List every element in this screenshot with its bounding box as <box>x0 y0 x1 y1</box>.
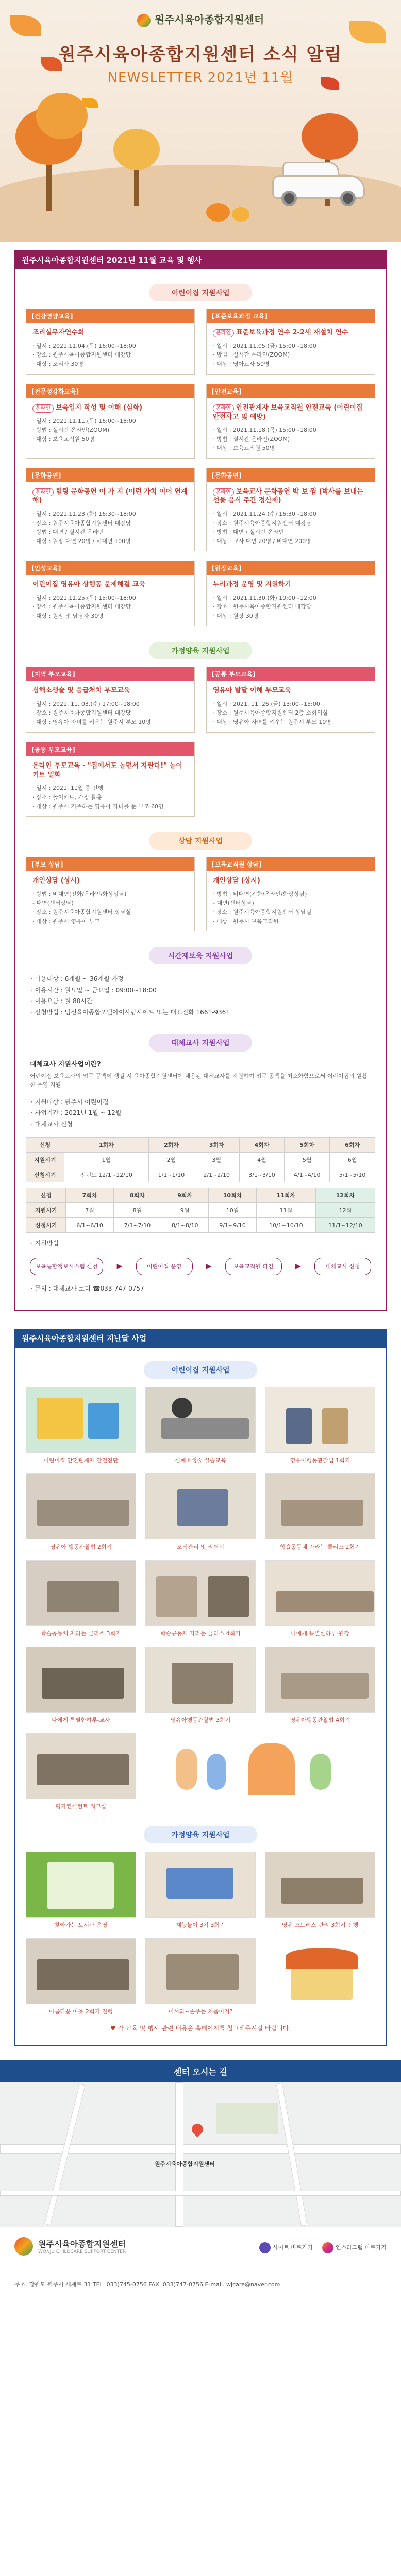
table-cell: 3회차 <box>194 1138 239 1153</box>
card-title: 조리실무자연수회 <box>32 329 85 336</box>
card-header: [건강영양교육] <box>26 309 194 323</box>
card-line: · 일시 : 2021.11.30.(화) 10:00~12:00 <box>213 594 316 601</box>
daycare-cards <box>26 309 375 626</box>
photo-item[interactable] <box>265 1560 375 1637</box>
photo-item[interactable] <box>26 1852 136 1929</box>
table-cell: 3월 <box>194 1153 239 1167</box>
site-link-label: 사이트 바로가기 <box>272 2244 313 2251</box>
family-cards <box>26 667 375 817</box>
event-card[interactable] <box>26 468 195 551</box>
card-line: · 대상 : 영유아 자녀를 키우는 원주시 부모 10명 <box>32 719 151 726</box>
category-timecare: 시간제보육 지원사업 <box>149 947 252 964</box>
card-title: 보육일지 작성 및 이해 (심화) <box>55 404 143 412</box>
card-title: 개인상담 (상시) <box>213 877 260 885</box>
card-header: [부모 상담] <box>26 857 194 871</box>
table-cell: 5회차 <box>285 1138 330 1153</box>
table-cell: 2월 <box>149 1153 194 1167</box>
photo-caption: 아름다운 이웃 2회기 진행 <box>49 2008 113 2015</box>
event-card[interactable] <box>206 857 375 931</box>
photo-item[interactable] <box>26 1473 136 1551</box>
info-line: · 사업기간 : 2021년 1월 ~ 12월 <box>31 1109 122 1117</box>
photo-image <box>265 1387 375 1453</box>
card-line: · 장소 : 원주시육아종합지원센터 상담실 <box>213 908 312 916</box>
photo-image <box>145 1560 256 1626</box>
site-link[interactable] <box>259 2242 313 2253</box>
card-line: · 대상 : 원주시 영유아 부모 <box>32 918 100 925</box>
photo-caption: 영유아행동관찰법 4회기 <box>290 1716 350 1723</box>
category-family-past: 가정양육 지원사업 <box>144 1826 257 1843</box>
card-title: 영유아 발달 이해 부모교육 <box>213 687 291 695</box>
card-line: · 일시 : 2021.11.04.(목) 16:00~18:00 <box>32 342 136 349</box>
tree-decoration <box>302 113 358 160</box>
table-cell: 10/1~10/10 <box>256 1218 315 1233</box>
table-cell: 3/1~3/10 <box>239 1167 285 1182</box>
hero-header <box>0 0 401 242</box>
photo-item[interactable] <box>26 1938 136 2015</box>
table-cell: 12회차 <box>315 1188 375 1203</box>
counsel-cards <box>26 857 375 931</box>
illustration-image <box>145 1733 375 1799</box>
photo-image <box>26 1387 136 1453</box>
card-line: · 일시 : 2021.11.23.(화) 16:30~18:00 <box>32 510 136 517</box>
event-card[interactable] <box>26 561 195 626</box>
card-line: · 방법 : 실시간 온라인(ZOOM) <box>32 427 110 434</box>
family-photo-grid <box>26 1852 375 2015</box>
card-title: 온라인 부모교육 - "집에서도 놀면서 자란다!" 놀이키트 일화 <box>32 762 182 779</box>
road <box>44 2083 85 2225</box>
card-line: · 장소 : 원주시육아종합지원센터 대강당 <box>32 603 131 611</box>
arrow-right-icon: ▶ <box>206 1262 212 1271</box>
photo-caption: 나에게 특별한하루-교사 <box>52 1716 110 1723</box>
card-title: 개인상담 (상시) <box>32 877 80 885</box>
photo-caption: 나에게 특별한하루-원장 <box>291 1630 349 1637</box>
photo-caption: 영유 스토레스 관리 3회기 진행 <box>281 1921 359 1928</box>
map-banner: 센터 오시는 길 <box>0 2060 401 2082</box>
card-line: - 대면(센터상담) <box>32 900 74 907</box>
table-cell: 1/1~1/10 <box>149 1167 194 1182</box>
category-counsel: 상담 지원사업 <box>149 832 252 850</box>
event-card[interactable] <box>206 561 375 626</box>
homepage-note: ♥ 각 교육 및 행사 관련 내용은 홈페이지를 참고해주시길 바랍니다. <box>110 2024 291 2032</box>
table-cell: 7회차 <box>66 1188 113 1203</box>
card-line: · 장소 : 원주시육아종합지원센터 2층 소회의실 <box>213 709 328 717</box>
logo-icon <box>137 14 151 27</box>
card-line: · 대상 : 원장 대면 20명 / 비대면 100명 <box>32 537 131 545</box>
card-line: · 일시 : 2021. 11. 03.(수) 17:00~18:00 <box>32 700 140 707</box>
card-line: · 장소 : 원주시육아종합지원센터 대강당 <box>32 351 131 359</box>
flow-step: 보육교직원 파견 <box>225 1258 282 1275</box>
table-cell: 6월 <box>330 1153 375 1167</box>
card-header: [문화공연] <box>207 468 375 482</box>
card-line: · 일시 : 2021.11.25.(목) 15:00~18:00 <box>32 594 136 601</box>
table-cell: 6회차 <box>330 1138 375 1153</box>
card-line: · 대상 : 원주시 거주하는 영유아 자녀를 둔 부모 60명 <box>32 803 164 810</box>
tree-trunk <box>134 165 139 206</box>
table-cell: 2/1~2/10 <box>194 1167 239 1182</box>
card-line: · 대상 : 원장 및 담당자 30명 <box>32 613 104 620</box>
card-header: [인성교육] <box>26 561 194 575</box>
photo-caption: 학습공동체 자라는 클리스 2회기 <box>280 1543 360 1550</box>
card-line: · 일시 : 2021.11.24.(수) 16:30~18:00 <box>213 510 316 517</box>
table-cell: 신청 <box>26 1138 64 1153</box>
photo-caption: 평가컨설턴트 워크샵 <box>55 1803 107 1810</box>
table-cell: 8회차 <box>113 1188 161 1203</box>
card-header: [보육교직원 상담] <box>207 857 375 871</box>
info-line: · 이용대상 : 6개월 ~ 36개월 가정 <box>31 975 124 983</box>
photo-image <box>145 1647 256 1713</box>
event-card[interactable] <box>26 857 195 931</box>
photo-item[interactable] <box>145 1473 256 1551</box>
photo-caption: 영유아행동관찰법 3회기 <box>170 1716 231 1723</box>
table-cell: 신청시기 <box>26 1167 64 1182</box>
card-line: · 대상 : 보육교직원 50명 <box>213 445 275 452</box>
event-card[interactable] <box>26 309 195 375</box>
card-line: · 대상 : 보육교직원 50명 <box>32 435 95 443</box>
newsletter-subtitle: NEWSLETTER 2021년 11월 <box>107 70 294 86</box>
car-illustration <box>272 165 365 206</box>
table-cell: 6/1~6/10 <box>66 1218 113 1233</box>
road <box>276 2083 307 2226</box>
location-map[interactable] <box>0 2082 401 2227</box>
photo-item[interactable] <box>26 1647 136 1724</box>
card-line: · 대상 : 교사 대면 20명 / 비대면 200명 <box>213 537 311 545</box>
table-cell: 9/1~9/10 <box>209 1218 256 1233</box>
category-substitute: 대체교사 지원사업 <box>149 1034 252 1052</box>
illustration-image <box>265 1938 375 2004</box>
photo-caption: 재능놀이 3기 3회기 <box>176 1921 225 1928</box>
info-line: · 신청방법 : 임신육아종합포털아이사랑사이트 또는 대표전화 1661-9361 <box>31 1008 230 1016</box>
card-line: · 일시 : 2021.11.18.(목) 15:00~18:00 <box>213 427 316 434</box>
photo-caption: 학습공동체 자라는 클리스 3회기 <box>41 1630 121 1637</box>
process-flow <box>30 1258 371 1275</box>
photo-image <box>265 1560 375 1626</box>
pumpkin-decoration <box>206 203 230 222</box>
photo-grid <box>26 1387 375 1810</box>
table-cell: 2회차 <box>149 1138 194 1153</box>
table-cell: 4월 <box>239 1153 285 1167</box>
card-line: - 대면(센터상담) <box>213 900 254 907</box>
card-header: [표준보육과정 교육] <box>207 309 375 323</box>
photo-caption: 학습공동체 자라는 클리스 4회기 <box>160 1630 241 1637</box>
table-cell: 11회차 <box>256 1188 315 1203</box>
arrow-right-icon: ▶ <box>295 1262 301 1271</box>
table-cell: 지원시기 <box>26 1153 64 1167</box>
road <box>0 2191 401 2196</box>
arrow-right-icon: ▶ <box>116 1262 123 1271</box>
process-label: · 지원방법 <box>31 1240 59 1247</box>
photo-item[interactable] <box>265 1852 375 1929</box>
photo-caption: 영유아 행동관찰법 2회기 <box>49 1543 112 1550</box>
online-tag: 온라인 <box>32 488 54 497</box>
table-cell: 7월 <box>66 1203 113 1218</box>
photo-image <box>26 1647 136 1713</box>
card-line: · 일시 : 2021.11.05.(금) 15:00~18:00 <box>213 342 316 349</box>
photo-caption: 심폐소생술 실습교육 <box>175 1456 226 1464</box>
table-cell: 지원시기 <box>26 1203 66 1218</box>
card-line: · 방법 : 비대면(전화/온라인/화상상담) <box>32 890 127 897</box>
card-title: 힐링 문화공연 이 가 지 (이런 가치 이어 연계해) <box>32 487 188 505</box>
table-cell: 9월 <box>161 1203 209 1218</box>
org-name: 원주시육아종합지원센터 <box>154 13 264 26</box>
card-title: 어린이집 영유아 상행동 문제해결 교육 <box>32 581 146 589</box>
card-header: [전문성강화교육] <box>26 384 194 398</box>
instagram-icon <box>322 2242 333 2253</box>
logo-icon <box>14 2237 33 2256</box>
table-cell: 4회차 <box>239 1138 285 1153</box>
card-line: · 대상 : 영아교사 50명 <box>213 360 270 367</box>
pumpkin-decoration <box>232 207 249 222</box>
online-tag: 온라인 <box>213 488 234 497</box>
photo-image <box>26 1938 136 2004</box>
illustration-children <box>145 1733 375 1810</box>
photo-image <box>145 1938 256 2004</box>
photo-item[interactable] <box>145 1560 256 1637</box>
online-tag: 온라인 <box>213 404 234 413</box>
card-line: · 장소 : 원주시육아종합지원센터 상담실 <box>32 908 131 916</box>
schedule-table-2 <box>26 1188 375 1233</box>
tree-decoration <box>36 93 88 139</box>
photo-image <box>145 1473 256 1539</box>
section-banner-past: 원주시육아종합지원센터 지난달 사업 <box>14 1329 387 1348</box>
event-card[interactable] <box>206 384 375 459</box>
substitute-items <box>26 1095 375 1132</box>
card-title: 보육교사 문화공연 박 보 찜 (박사를 보내는 선물 음식 주간 정산제) <box>213 487 363 505</box>
map-pin-icon <box>189 2121 205 2137</box>
event-card[interactable] <box>206 468 375 551</box>
table-cell: 10회차 <box>209 1188 256 1203</box>
card-line: · 방법 : 대면 / 실시간 온라인 <box>32 529 104 536</box>
card-line: · 일시 : 2021. 11월 중 진행 <box>32 785 104 792</box>
card-title: 누리과정 운영 및 지원하기 <box>213 581 291 589</box>
flow-step: 대체교사 신청 <box>314 1258 371 1275</box>
card-line: · 방법 : 비대면(전화/온라인/화상상담) <box>213 890 307 897</box>
map-label: 원주시육아종합지원센터 <box>155 2160 215 2167</box>
flow-step: 어린이집 운영 <box>136 1258 193 1275</box>
table-cell: 11/1~12/10 <box>315 1218 375 1233</box>
flow-step: 보육통합정보시스템 신청 <box>30 1258 103 1275</box>
footer-address: 주소. 강원도 원주시 세계로 31 TEL. 033)745-0756 FAX. 033)747-0756 E-mail. wjcare@naver.com <box>14 2281 280 2288</box>
card-line: · 대상 : 원장 30명 <box>213 613 259 620</box>
card-line: · 방법 : 대면 / 실시간 온라인 <box>213 529 285 536</box>
substitute-contact: · 문의 : 대체교사 코디 ☎033-747-0757 <box>31 1285 144 1293</box>
event-card[interactable] <box>206 667 375 733</box>
online-tag: 온라인 <box>213 329 234 337</box>
table-cell: 8/1~8/10 <box>161 1218 209 1233</box>
card-header: [지역 부모교육] <box>26 667 194 681</box>
card-line: · 장소 : 원주시육아종합지원센터 대강당 <box>213 519 312 527</box>
photo-image <box>265 1473 375 1539</box>
table-cell: 신청 <box>26 1188 66 1203</box>
tree-decoration <box>113 129 160 170</box>
table-cell: 신청시기 <box>26 1218 66 1233</box>
events-frame <box>14 269 387 1311</box>
illustration-house <box>265 1938 375 2015</box>
table-cell: 8월 <box>113 1203 161 1218</box>
photo-item[interactable] <box>265 1647 375 1724</box>
table-cell: 12월 <box>315 1203 375 1218</box>
section-banner-events: 원주시육아종합지원센터 2021년 11월 교육 및 행사 <box>14 250 387 269</box>
card-header: [안전교육] <box>207 384 375 398</box>
photo-caption: 조직관리 및 리더십 <box>176 1543 224 1550</box>
photo-item[interactable] <box>26 1733 136 1810</box>
park-area <box>216 2103 278 2134</box>
table-cell: 1월 <box>64 1153 148 1167</box>
event-card[interactable] <box>26 742 195 817</box>
photo-item[interactable] <box>265 1387 375 1464</box>
card-header: [공통 부모교육] <box>207 667 375 681</box>
category-daycare: 어린이집 지원사업 <box>149 284 252 301</box>
sns-links <box>259 2242 387 2253</box>
info-line: · 대체교사 신청 <box>31 1120 73 1128</box>
instagram-link-label: 인스타그램 바로가기 <box>335 2244 387 2251</box>
photo-item[interactable] <box>145 1647 256 1724</box>
footer-org-name: 원주시육아종합지원센터 <box>38 2239 126 2249</box>
category-family: 가정양육 지원사업 <box>149 642 252 659</box>
photo-image <box>26 1733 136 1799</box>
instagram-link[interactable] <box>322 2242 387 2253</box>
photo-image <box>26 1560 136 1626</box>
table-cell: 7/1~7/10 <box>113 1218 161 1233</box>
category-daycare-past: 어린이집 지원사업 <box>144 1361 257 1379</box>
card-line: · 대상 : 조리사 30명 <box>32 360 83 367</box>
photo-caption: 어린이집 안전관계자 안전진단 <box>43 1456 119 1464</box>
table-cell: 11월 <box>256 1203 315 1218</box>
info-line: · 이용요금 : 월 80시간 <box>31 997 93 1005</box>
newsletter-title: 원주시육아종합지원센터 소식 알림 <box>58 44 343 65</box>
photo-caption: 찾아가는 도서관 운영 <box>54 1921 108 1928</box>
photo-item[interactable] <box>145 1387 256 1464</box>
event-card[interactable] <box>26 384 195 459</box>
card-line: · 방법 : 실시간 온라인(ZOOM) <box>213 435 290 443</box>
road <box>175 2082 183 2227</box>
event-card[interactable] <box>206 309 375 375</box>
card-line: · 방법 : 실시간 온라인(ZOOM) <box>213 351 290 359</box>
photo-item[interactable] <box>145 1852 256 1929</box>
schedule-table-1 <box>26 1137 375 1182</box>
table-cell: 5/1~5/10 <box>330 1167 375 1182</box>
card-title: 안전관계자 보육교직원 안전교육 (어린이집 안전사고 및 예방) <box>213 404 363 421</box>
photo-item[interactable] <box>265 1473 375 1551</box>
card-line: · 장소 : 놀이키트, 가정 활용 <box>32 794 102 801</box>
card-line: · 일시 : 2021.11.11.(목) 16:00~18:00 <box>32 417 136 425</box>
photo-item[interactable] <box>145 1938 256 2015</box>
card-line: · 대상 : 원주시 보육교직원 <box>213 918 279 925</box>
footer-org-en: WONJU CHILDCARE SUPPORT CENTER <box>38 2249 126 2255</box>
event-card[interactable] <box>26 667 195 733</box>
timecare-info <box>26 972 375 1020</box>
table-cell: 5월 <box>285 1153 330 1167</box>
photo-image <box>265 1647 375 1713</box>
card-line: · 일시 : 2021. 11. 26.(금) 13:00~15:00 <box>213 700 320 707</box>
table-cell: 10월 <box>209 1203 256 1218</box>
info-line: · 지원대상 : 원주시 어린이집 <box>31 1098 109 1106</box>
home-icon <box>259 2242 271 2253</box>
card-line: · 장소 : 원주시육아종합지원센터 대강당 <box>32 709 131 717</box>
substitute-desc: 어린이집 보육교사의 업무 공백이 생길 시 육아종합지원센터에 채용된 대체교사를 지원하여 업무 공백을 최소화함으로써 어린이집의 원활한 운영 지원 <box>30 1072 367 1089</box>
table-cell: 전년도 12/1~12/10 <box>64 1167 148 1182</box>
card-title: 심해소생술 및 응급처치 부모교육 <box>32 687 130 695</box>
org-logo <box>0 11 401 27</box>
info-line: · 이용시간 : 월요일 ~ 금요일 : 09:00~18:00 <box>31 986 157 994</box>
photo-image <box>26 1852 136 1918</box>
past-frame <box>14 1348 387 2046</box>
table-cell: 1회차 <box>64 1138 148 1153</box>
substitute-question: 대체교사 지원사업이란? <box>30 1060 101 1069</box>
footer <box>0 2227 401 2309</box>
table-cell: 4/1~4/10 <box>285 1167 330 1182</box>
online-tag: 온라인 <box>32 404 54 413</box>
photo-caption: 영유아행동관찰법 1회기 <box>290 1456 350 1464</box>
photo-caption: 어서와~손주는 처음이지? <box>168 2008 233 2015</box>
card-line: · 대상 : 영유아 자녀를 키우는 원주시 부모 10명 <box>213 719 331 726</box>
photo-image <box>145 1852 256 1918</box>
card-header: [원장교육] <box>207 561 375 575</box>
photo-item[interactable] <box>26 1560 136 1637</box>
photo-image <box>265 1852 375 1918</box>
card-header: [문화공연] <box>26 468 194 482</box>
photo-image <box>26 1473 136 1539</box>
table-cell: 9회차 <box>161 1188 209 1203</box>
photo-item[interactable] <box>26 1387 136 1464</box>
card-title: 표준보육과정 연수 2-2세 재설치 연수 <box>236 329 348 336</box>
card-line: · 장소 : 원주시육아종합지원센터 대강당 <box>32 519 131 527</box>
card-line: · 장소 : 원주시육아종합지원센터 대강당 <box>213 603 312 611</box>
road <box>0 2144 401 2154</box>
photo-image <box>145 1387 256 1453</box>
card-header: [공통 부모교육] <box>26 742 194 756</box>
